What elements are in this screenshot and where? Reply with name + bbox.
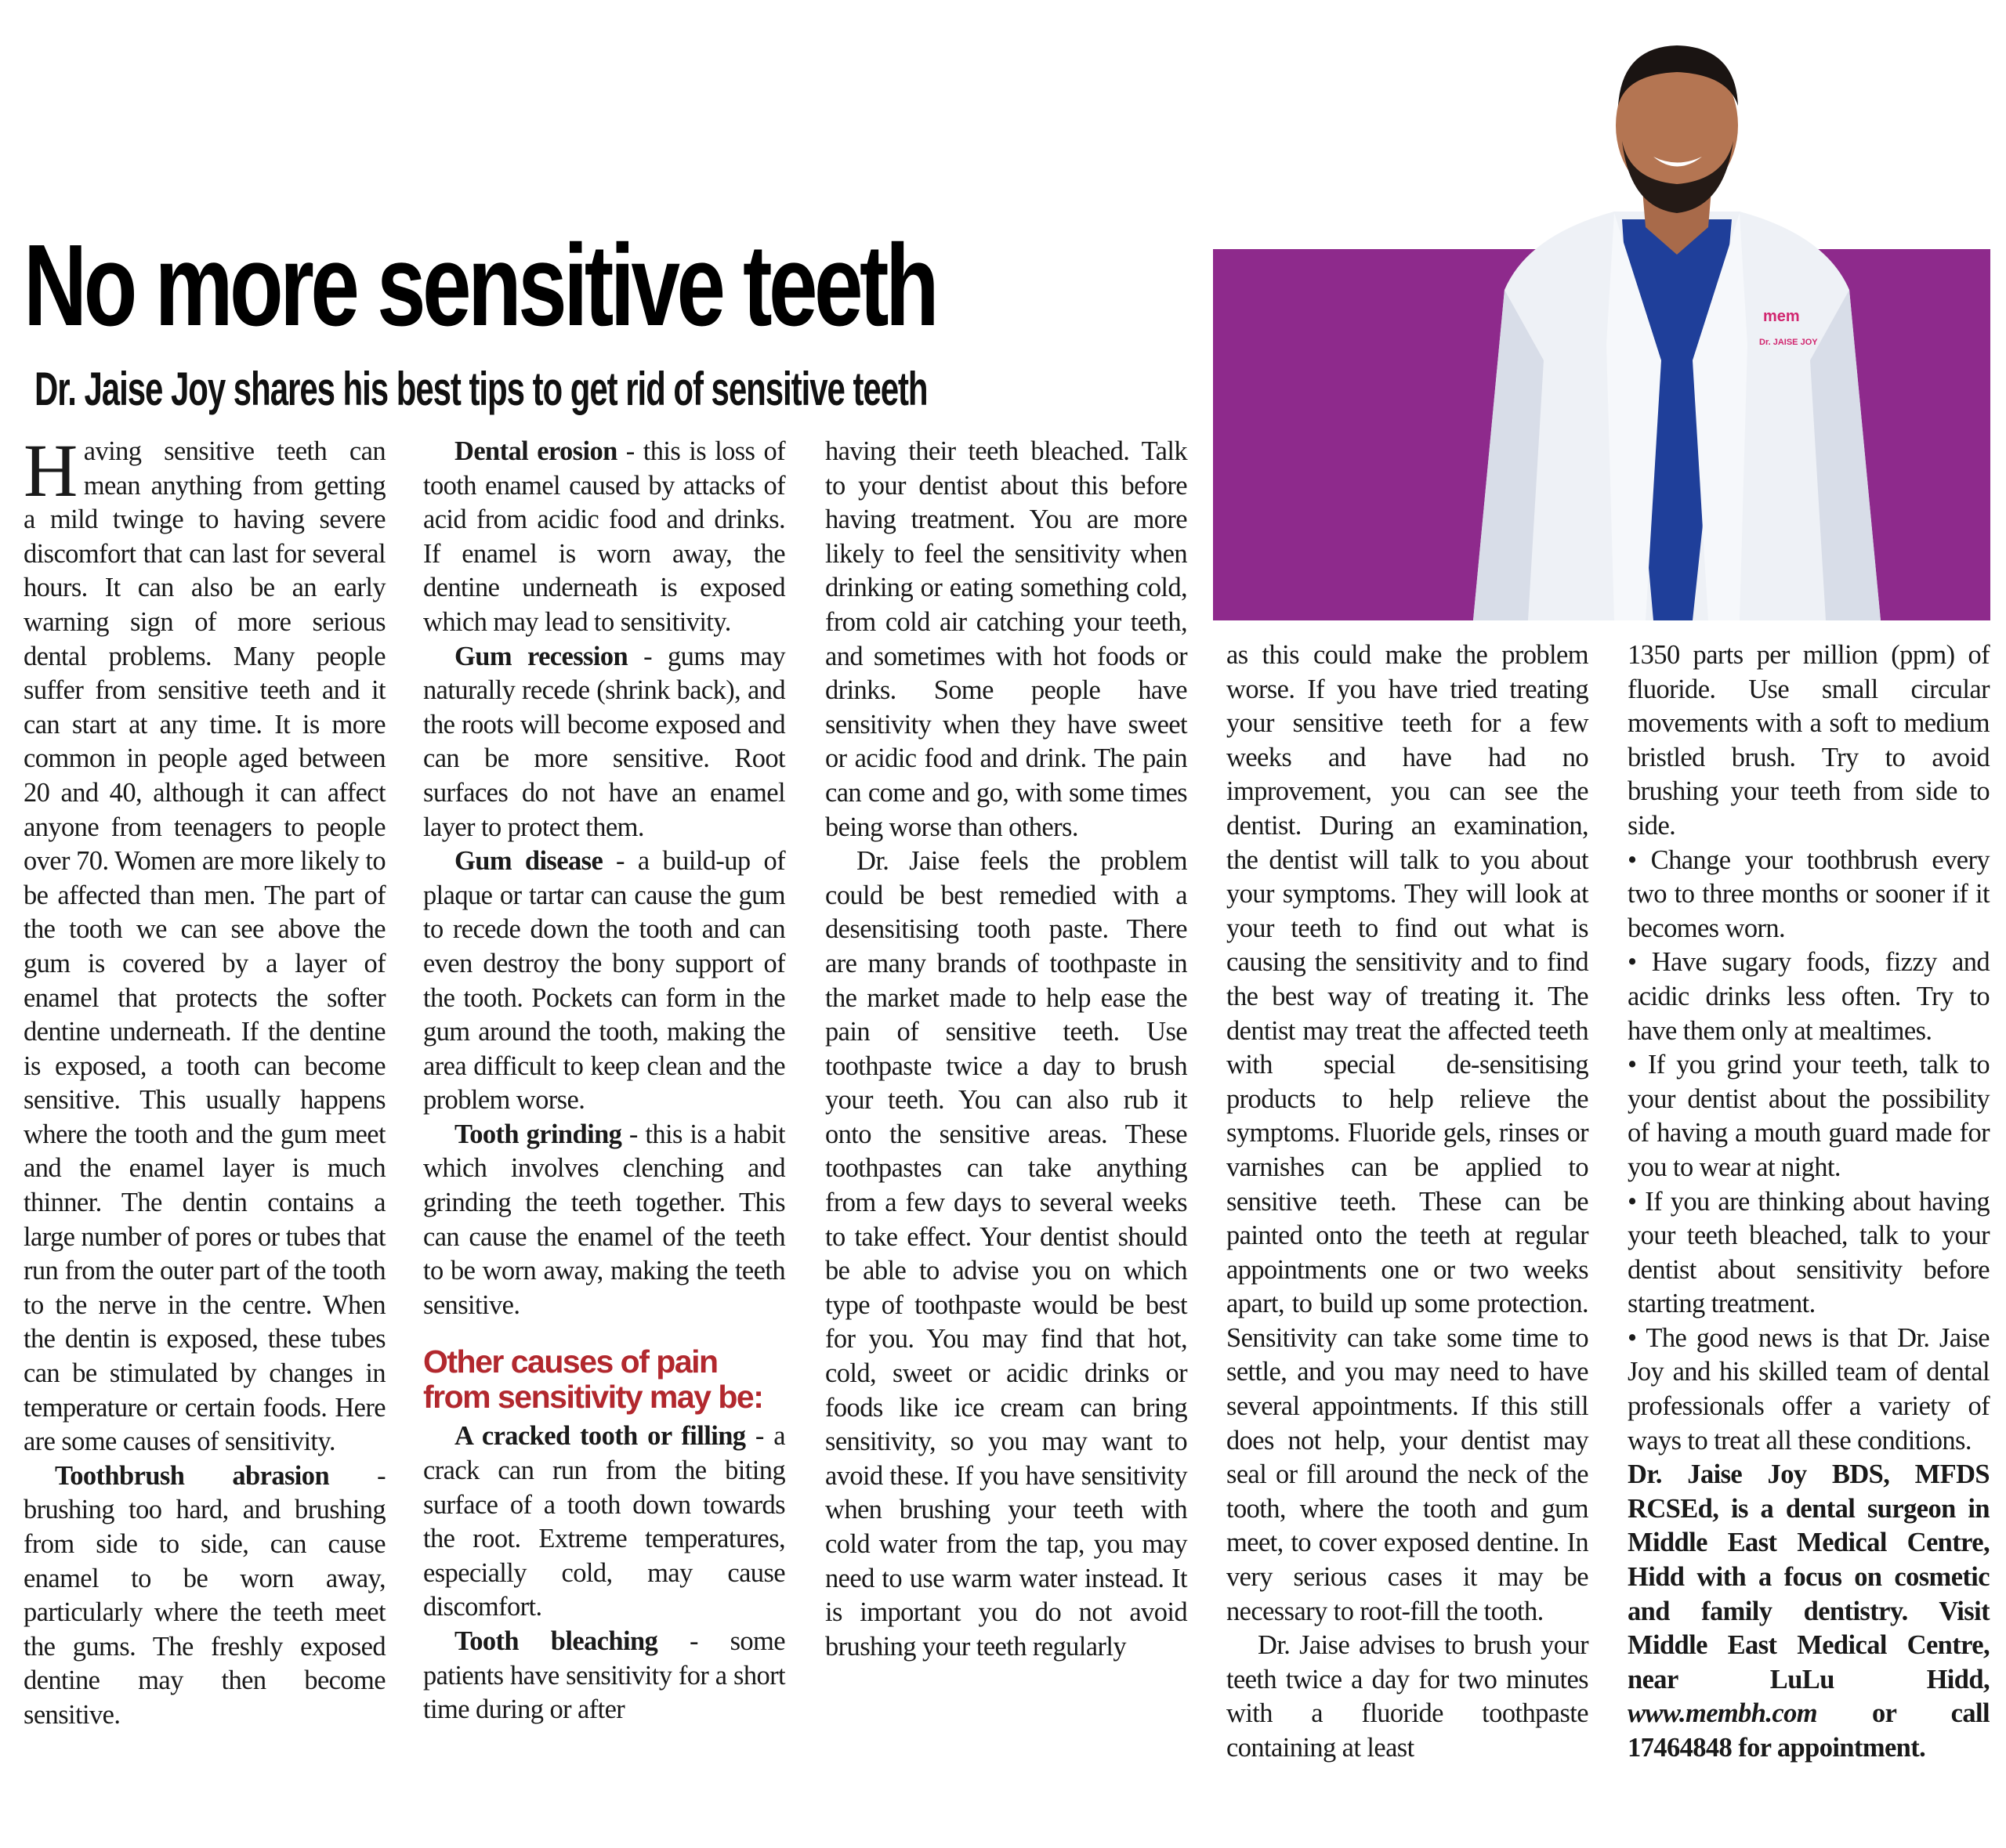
paragraph: 1350 parts per million (ppm) of fluoride. Use small circular movements with a soft to medium bristled brush. Try to avoid brushing your teeth from side to side. [1628,640,1990,841]
paragraph: having their teeth bleached. Talk to your dentist about this before having treatment. You are more likely to feel the sensitivity when drinking or eating something cold, from cold air catching your teeth, and sometimes with hot foods or drinks. Some people have sensitivity when they have sweet or acidic food and drink. The pain can come and go, with some times being worse than others. [825,436,1187,842]
column-3 [825,435,1187,1664]
paragraph: - some patients have sensitivity for a short time during or after [423,1626,785,1725]
paragraph: - this is a habit which involves clenching and grinding the teeth together. This can cause the enamel of the teeth to be worn away, making the teeth sensitive. [423,1119,786,1320]
doctor-photo [1457,31,1896,620]
author-bio: Dr. Jaise Joy BDS, MFDS RCSEd, is a dental surgeon in Middle East Medical Centre, Hidd with a focus on cosmetic and family dentistry. Visit Middle East Medical Centre, near LuLu Hidd, [1628,1459,1990,1694]
tip-bullet: • The good news is that Dr. Jaise Joy and his skilled team of dental professionals offer a variety of ways to treat all these conditions. [1628,1322,1990,1456]
column-4 [1226,638,1588,1766]
lead-cracked-tooth: A cracked tooth or filling [454,1421,746,1452]
lead-toothbrush-abrasion: Toothbrush abrasion [55,1460,330,1491]
paragraph: - brushing too hard, and brushing from side to side, can cause enamel to be worn away, particularly where the teeth meet the gums. The freshly exposed dentine may then become sensitive. [24,1460,386,1730]
tip-bullet: • If you are thinking about having your teeth bleached, talk to your dentist about sensitivity before starting treatment. [1628,1186,1990,1319]
paragraph: - a crack can run from the biting surface of a tooth down towards the root. Extreme temperatures, especially cold, may cause discomfort. [423,1421,785,1622]
paragraph: Dr. Jaise feels the problem could be best remedied with a desensitising tooth paste. There are many brands of toothpaste in the market made to help ease the pain of sensitive teeth. Use toothpaste twice a day to brush your teeth. You can also rub it onto the sensitive areas. These toothpastes can take anything from a few days to several weeks to take effect. Your dentist should be able to advise you on which type of toothpaste would be best for you. You may find that hot, cold, sweet or acidic drinks or foods like ice cream can bring sensitivity, so you may want to avoid these. If you have sensitivity when brushing your teeth with cold water from the tap, you may need to use warm water instead. It is important you do not avoid brushing your teeth regularly [825,846,1187,1662]
paragraph: Dr. Jaise advises to brush your teeth twice a day for two minutes with a fluoride toothpaste containing at least [1226,1630,1588,1763]
subheadline: Dr. Jaise Joy shares his best tips to get rid of sensitive teeth [34,363,928,415]
column-2 [423,435,785,1727]
coat-logo: mem [1763,308,1800,325]
section-subhead: Other causes of pain from sensitivity may be: [423,1344,763,1416]
paragraph: - a build-up of plaque or tartar can cause the gum to recede down the tooth and can even destroy the bony support of the tooth. Pockets can form in the gum around the tooth, making the area difficult to keep clean and the problem worse. [423,846,785,1116]
column-5 [1628,638,1990,1766]
paragraph: as this could make the problem worse. If you have tried treating your sensitive teeth for a few weeks and have had no improvement, you can see the dentist. During an examination, the dentist will talk to you about your symptoms. They will look at your teeth to find out what is causing the sensitivity and to find the best way of treating it. The dentist may treat the affected teeth with special de-sensitising products to help relieve the symptoms. Fluoride gels, rinses or varnishes can be applied to sensitive teeth. These can be painted onto the teeth at regular appointments one or two weeks apart, to build up some protection. Sensitivity can take some time to settle, and you may need to have several appointments. If this still does not help, your dentist may seal or fill around the neck of the tooth, where the tooth and gum meet, to cover exposed dentine. In very serious cases it may be necessary to root-fill the tooth. [1226,640,1588,1626]
tip-bullet: • Have sugary foods, fizzy and acidic drinks less often. Try to have them only at mealtimes. [1628,947,1990,1046]
author-bio-end: or call 17464848 for appointment. [1628,1698,1990,1763]
drop-cap: H [24,429,78,512]
tip-bullet: • If you grind your teeth, talk to your dentist about the possibility of having a mouth guard made for you to wear at night. [1628,1050,1990,1182]
lead-dental-erosion: Dental erosion [454,436,617,466]
headline: No more sensitive teeth [24,221,936,350]
intro-paragraph: aving sensitive teeth can mean anything from getting a mild twinge to having severe discomfort that can last for several hours. It can also be an early warning sign of more serious dental problems. Many people suffer from sensitive teeth and it can start at any time. It is more common in people aged between 20 and 40, although it can affect anyone from teenagers to people over 70. Women are more likely to be affected than men. The part of the tooth we can see above the gum is covered by a layer of enamel that protects the softer dentine underneath. If the dentine is exposed, a tooth can become sensitive. This usually happens where the tooth and the gum meet and the enamel layer is much thinner. The dentin contains a large number of pores or tubes that run from the outer part of the tooth to the nerve in the centre. When the dentin is exposed, these tubes can be stimulated by changes in temperature or certain foods. Here are some causes of sensitivity. [24,436,386,1457]
paragraph: - gums may naturally recede (shrink back), and the roots will become exposed and can be more sensitive. Root surfaces do not have an enamel layer to protect them. [423,641,785,842]
column-1 [24,429,386,1733]
tip-bullet: • Change your toothbrush every two to three months or sooner if it becomes worn. [1628,844,1990,943]
coat-name: Dr. JAISE JOY [1759,338,1818,347]
lead-gum-recession: Gum recession [454,641,628,671]
lead-gum-disease: Gum disease [454,846,603,877]
lead-tooth-bleaching: Tooth bleaching [454,1626,658,1656]
paragraph: - this is loss of tooth enamel caused by attacks of acid from acidic food and drinks. If enamel is worn away, the dentine underneath is exposed which may lead to sensitivity. [423,436,785,637]
lead-tooth-grinding: Tooth grinding [454,1119,622,1149]
website-link[interactable]: www.membh.com [1628,1698,1818,1729]
